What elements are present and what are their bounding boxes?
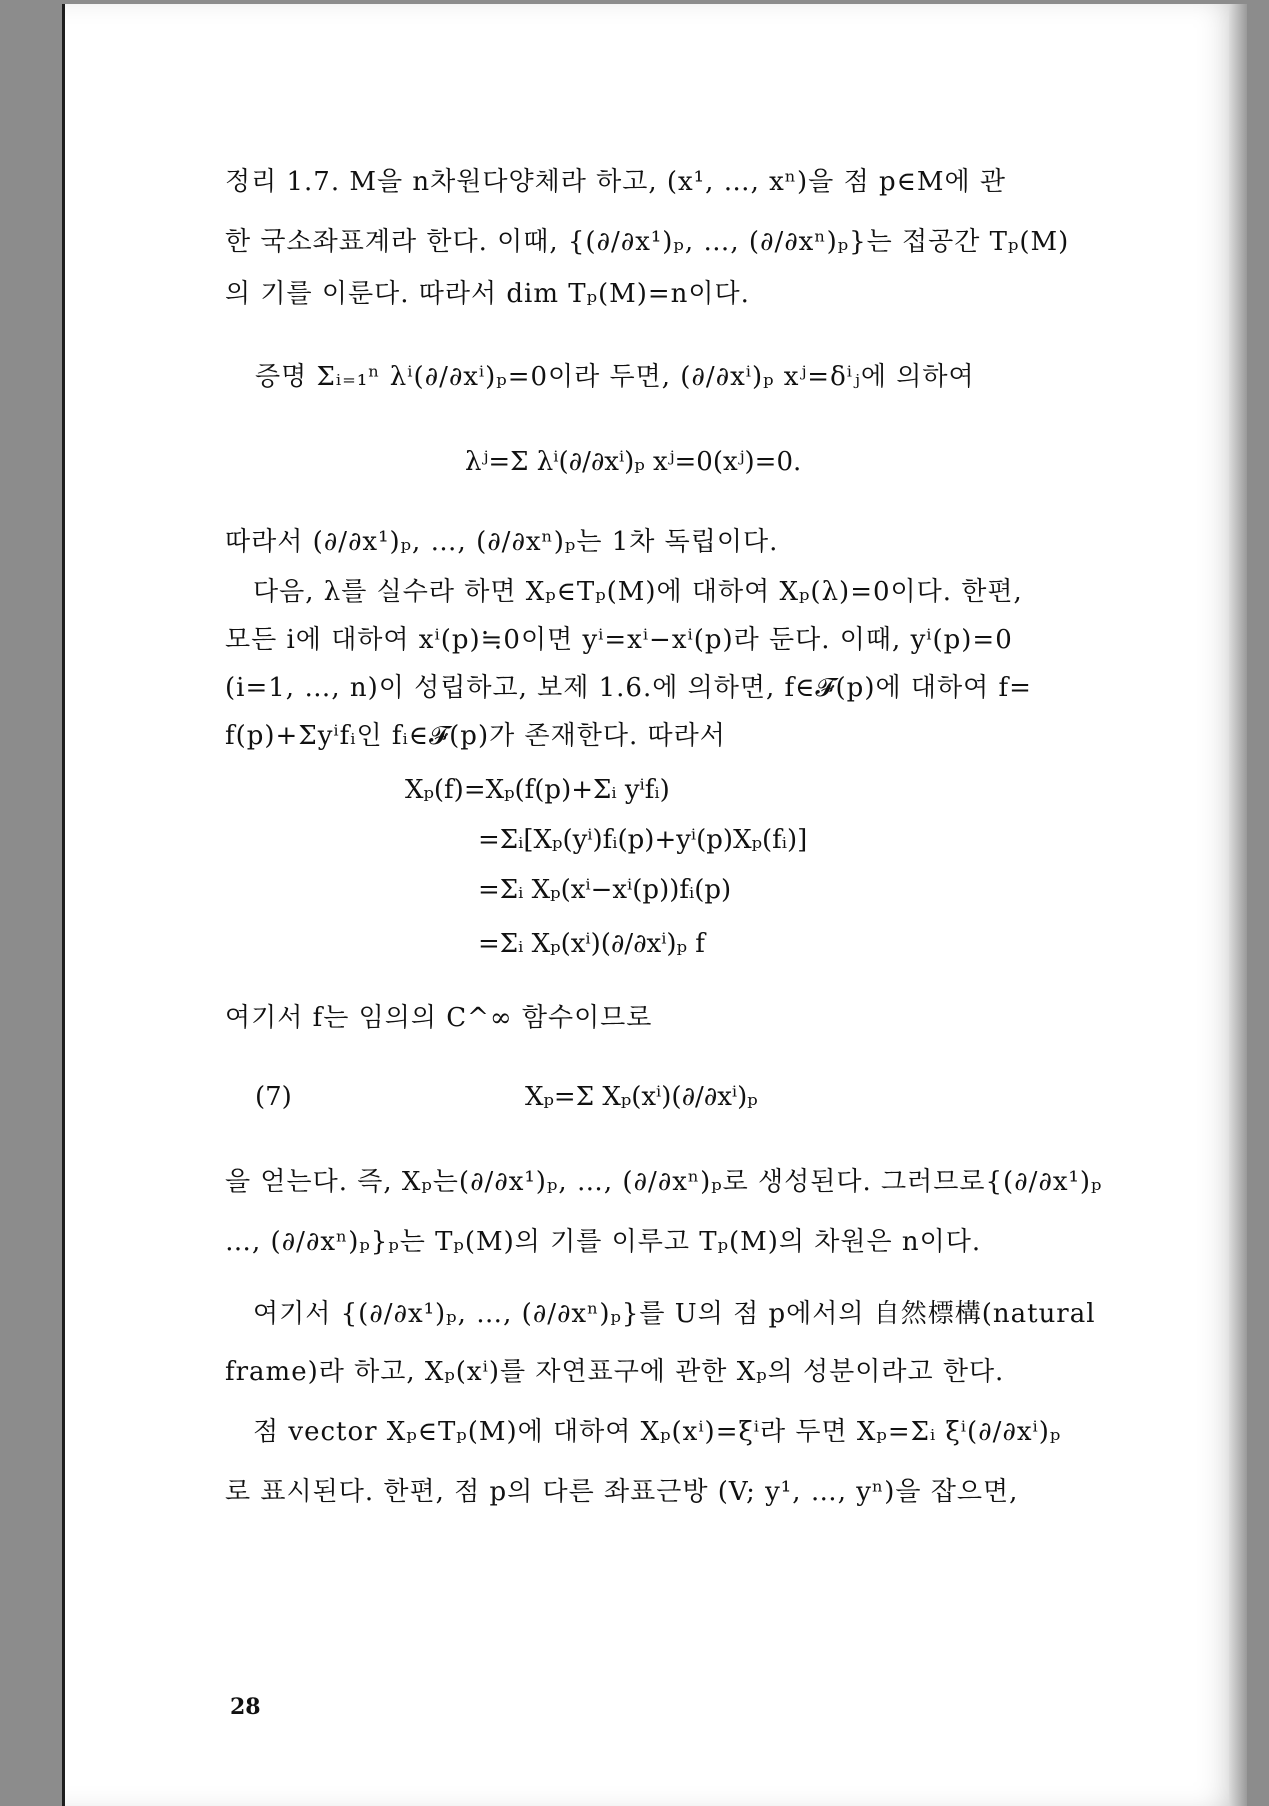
book-page bbox=[62, 4, 1247, 1806]
equation-number-7: (7) bbox=[255, 1082, 292, 1112]
equation-lambda: λʲ=Σ λⁱ(∂/∂xⁱ)ₚ xʲ=0(xʲ)=0. bbox=[465, 447, 802, 477]
proof-line-6: f(p)+Σyⁱfᵢ인 fᵢ∈𝓕(p)가 존재한다. 따라서 bbox=[225, 721, 726, 751]
proof-line-2: 따라서 (∂/∂x¹)ₚ, …, (∂/∂xⁿ)ₚ는 1차 독립이다. bbox=[225, 527, 779, 557]
equation-7: Xₚ=Σ Xₚ(xⁱ)(∂/∂xⁱ)ₚ bbox=[525, 1082, 758, 1112]
equation-xpf-1: Xₚ(f)=Xₚ(f(p)+Σᵢ yⁱfᵢ) bbox=[405, 775, 670, 805]
proof-line-4: 모든 i에 대하여 xⁱ(p)≒0이면 yⁱ=xⁱ−xⁱ(p)라 둔다. 이때, yⁱ(p)=0 bbox=[225, 625, 1013, 655]
equation-xpf-3: =Σᵢ Xₚ(xⁱ−xⁱ(p))fᵢ(p) bbox=[478, 875, 732, 905]
equation-xpf-2: =Σᵢ[Xₚ(yⁱ)fᵢ(p)+yⁱ(p)Xₚ(fᵢ)] bbox=[478, 825, 808, 855]
vector-line-1: 점 vector Xₚ∈Tₚ(M)에 대하여 Xₚ(xⁱ)=ξⁱ라 두면 Xₚ=Σᵢ ξⁱ(∂/∂xⁱ)ₚ bbox=[253, 1417, 1062, 1447]
proof-line-3: 다음, λ를 실수라 하면 Xₚ∈Tₚ(M)에 대하여 Xₚ(λ)=0이다. 한편, bbox=[253, 577, 1023, 607]
page-edge-shadow bbox=[1229, 4, 1247, 1806]
definition-line-1: 여기서 {(∂/∂x¹)ₚ, …, (∂/∂xⁿ)ₚ}를 U의 점 p에서의 自然標構(natural bbox=[253, 1299, 1096, 1329]
theorem-line-1: 정리 1.7. M을 n차원다양체라 하고, (x¹, …, xⁿ)을 점 p∈M에 관 bbox=[225, 167, 1006, 197]
theorem-line-3: 의 기를 이룬다. 따라서 dim Tₚ(M)=n이다. bbox=[225, 279, 750, 309]
proof-line-1: 증명 Σᵢ₌₁ⁿ λⁱ(∂/∂xⁱ)ₚ=0이라 두면, (∂/∂xⁱ)ₚ xʲ=δⁱⱼ에 의하여 bbox=[255, 362, 975, 392]
proof-line-9: …, (∂/∂xⁿ)ₚ}ₚ는 Tₚ(M)의 기를 이루고 Tₚ(M)의 차원은 n이다. bbox=[225, 1227, 982, 1257]
proof-line-8: 을 얻는다. 즉, Xₚ는(∂/∂x¹)ₚ, …, (∂/∂xⁿ)ₚ로 생성된다. 그러므로{(∂/∂x¹)ₚ bbox=[225, 1167, 1103, 1197]
proof-line-7: 여기서 f는 임의의 C^∞ 함수이므로 bbox=[225, 1003, 653, 1033]
proof-line-5: (i=1, …, n)이 성립하고, 보제 1.6.에 의하면, f∈𝓕(p)에 대하여 f= bbox=[225, 673, 1032, 703]
vector-line-2: 로 표시된다. 한편, 점 p의 다른 좌표근방 (V; y¹, …, yⁿ)을 잡으면, bbox=[225, 1477, 1019, 1507]
page-number: 28 bbox=[230, 1694, 261, 1720]
definition-line-2: frame)라 하고, Xₚ(xⁱ)를 자연표구에 관한 Xₚ의 성분이라고 한다. bbox=[225, 1357, 1005, 1387]
equation-xpf-4: =Σᵢ Xₚ(xⁱ)(∂/∂xⁱ)ₚ f bbox=[478, 929, 705, 959]
theorem-line-2: 한 국소좌표계라 한다. 이때, {(∂/∂x¹)ₚ, …, (∂/∂xⁿ)ₚ}는 접공간 Tₚ(M) bbox=[225, 227, 1070, 257]
